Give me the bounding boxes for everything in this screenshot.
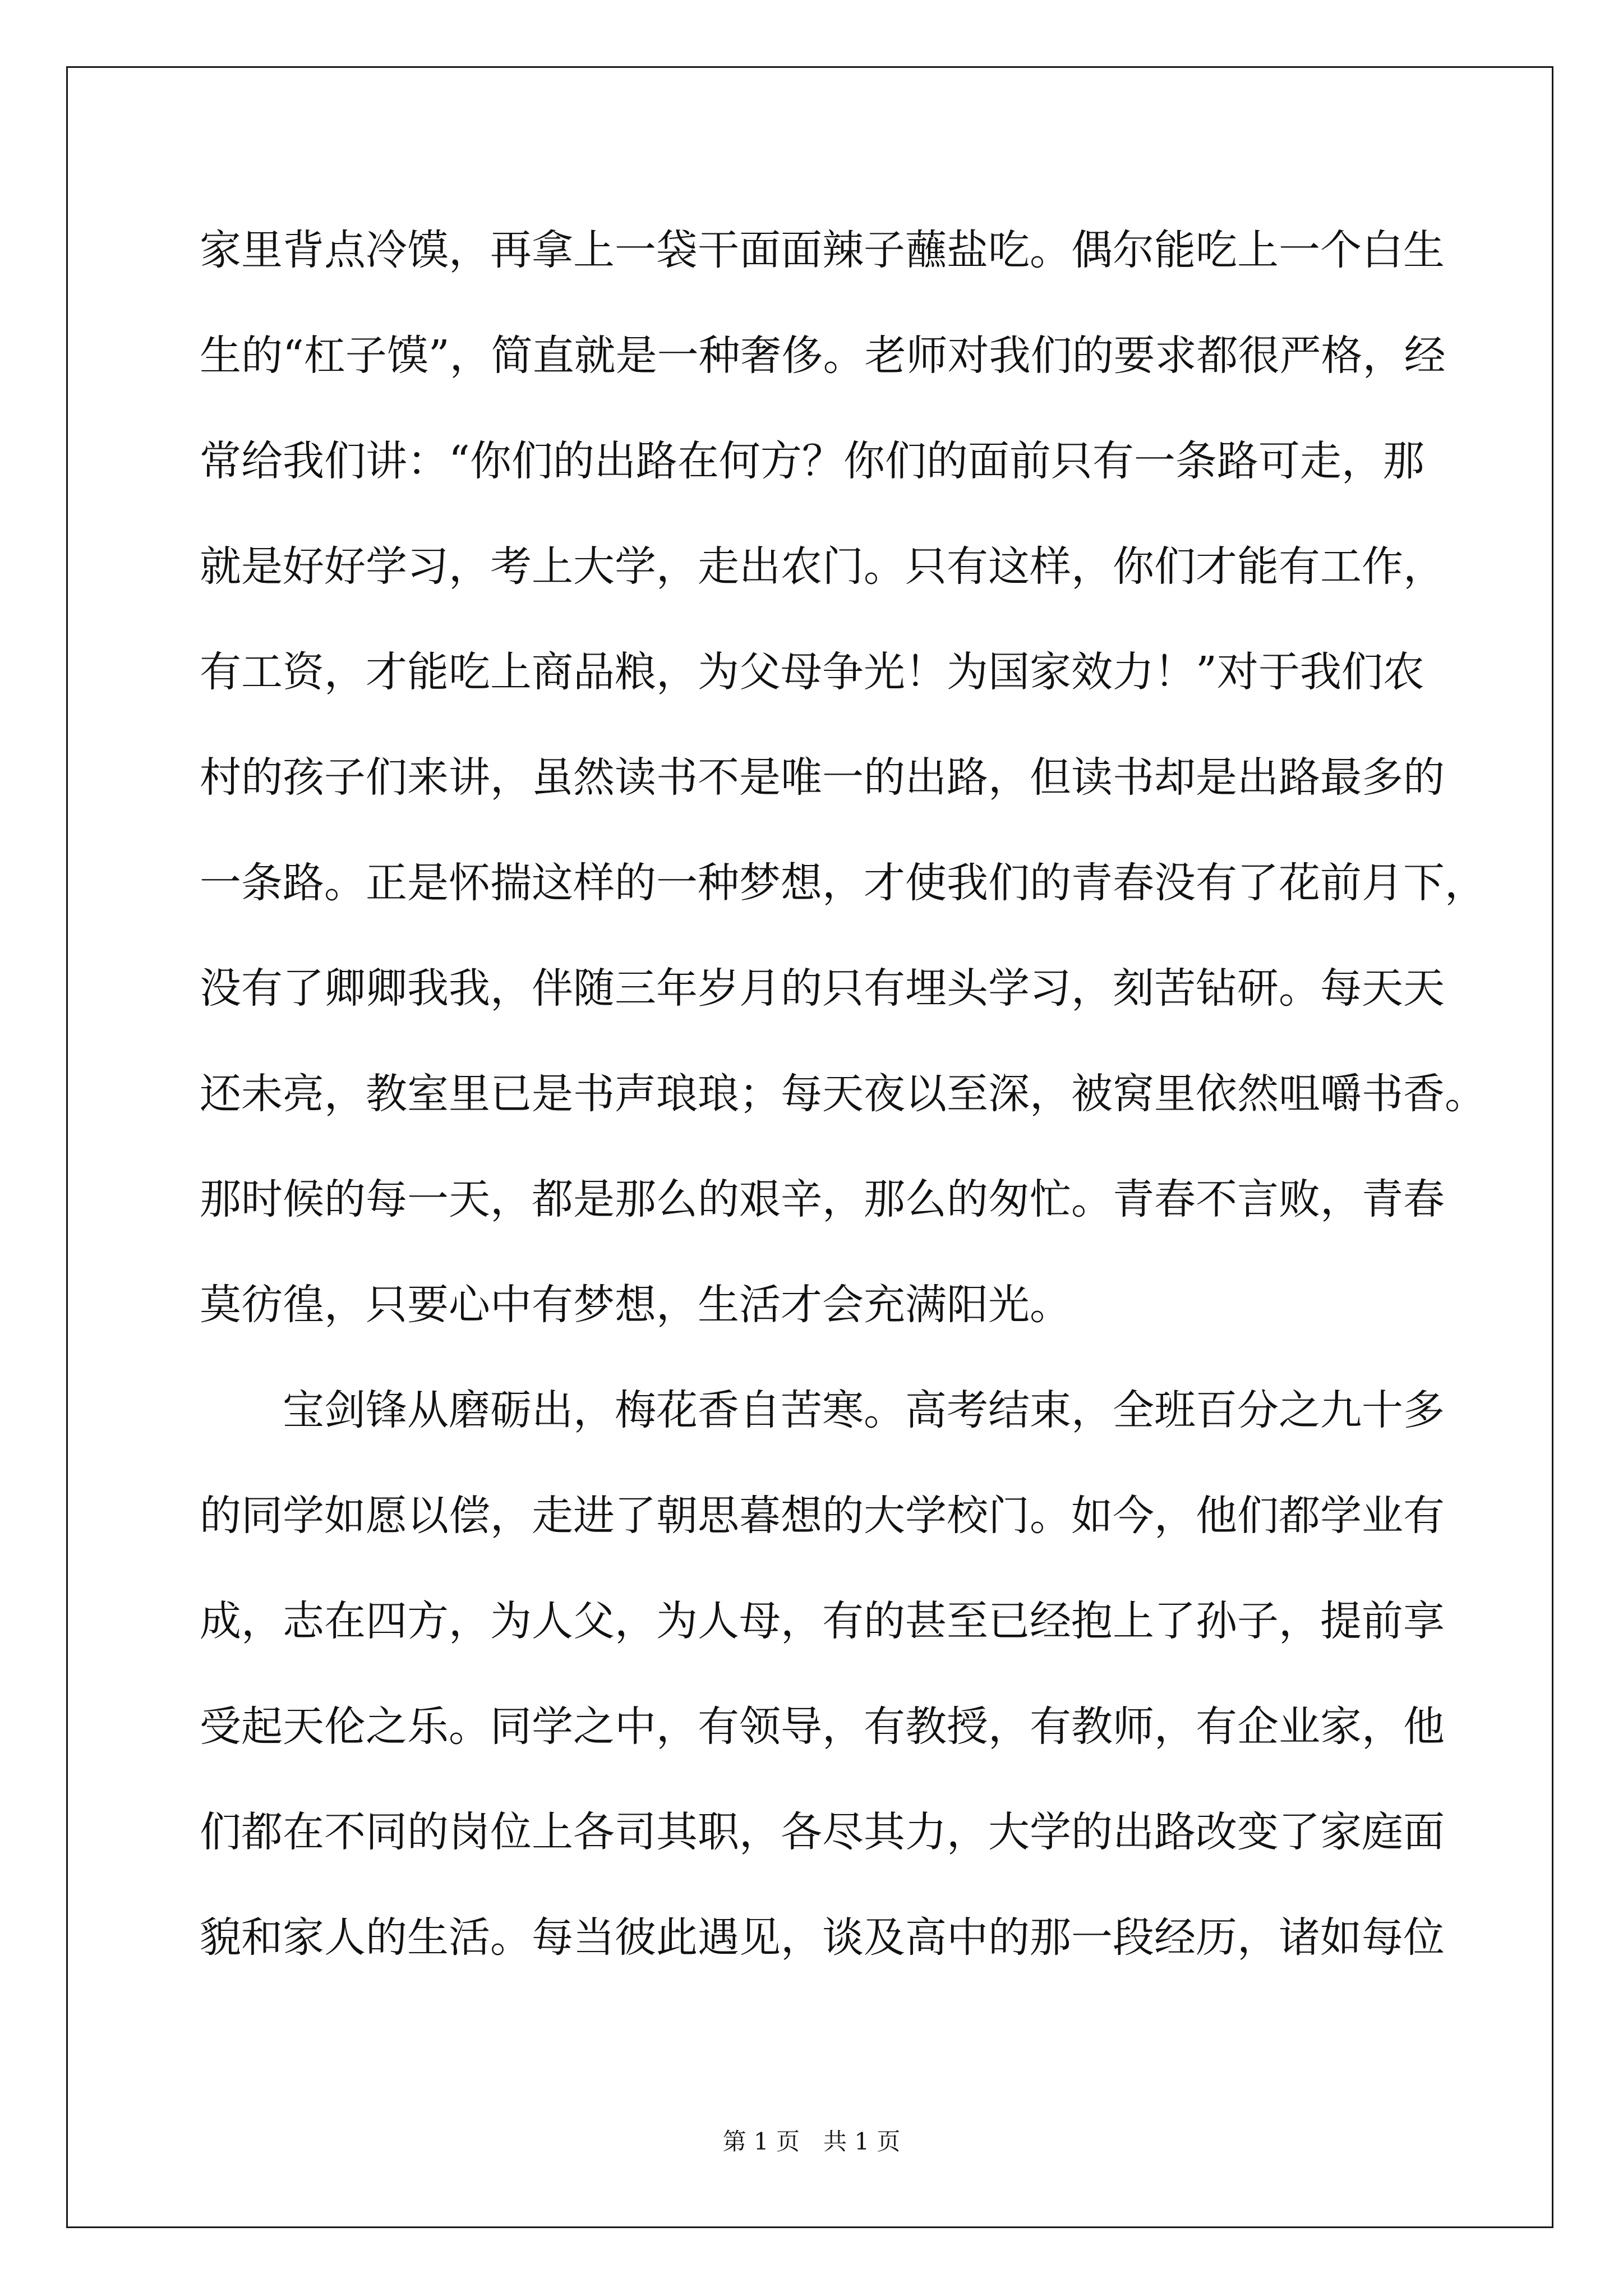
text-line: 村的孩子们来讲，虽然读书不是唯一的出路，但读书却是出路最多的 bbox=[200, 753, 1445, 802]
text-line: 貌和家人的生活。每当彼此遇见，谈及高中的那一段经历，诸如每位 bbox=[200, 1913, 1445, 1962]
text-line: 生的“杠子馍”，简直就是一种奢侈。老师对我们的要求都很严格，经 bbox=[200, 332, 1446, 380]
page-number-footer: 第 1 页 共 1 页 bbox=[722, 2128, 901, 2155]
text-line: 宝剑锋从磨砺出，梅花香自苦寒。高考结束，全班百分之九十多 bbox=[200, 1386, 1445, 1434]
text-line: 受起天伦之乐。同学之中，有领导，有教授，有教师，有企业家，他 bbox=[200, 1703, 1445, 1751]
text-line: 家里背点冷馍，再拿上一袋干面面辣子蘸盐吃。偶尔能吃上一个白生 bbox=[200, 226, 1445, 274]
text-line: 们都在不同的岗位上各司其职，各尽其力，大学的出路改变了家庭面 bbox=[200, 1808, 1445, 1856]
text-line: 成，志在四方，为人父，为人母，有的甚至已经抱上了孙子，提前享 bbox=[200, 1597, 1445, 1645]
text-line: 常给我们讲：“你们的出路在何方？你们的面前只有一条路可走，那 bbox=[200, 437, 1424, 485]
text-line: 有工资，才能吃上商品粮，为父母争光！为国家效力！”对于我们农 bbox=[200, 648, 1424, 696]
text-line: 的同学如愿以偿，走进了朝思暮想的大学校门。如今，他们都学业有 bbox=[200, 1492, 1445, 1540]
document-body bbox=[200, 217, 1486, 2009]
text-line: 还未亮，教室里已是书声琅琅；每天夜以至深，被窝里依然咀嚼书香。 bbox=[200, 1070, 1486, 1118]
text-line: 莫彷徨，只要心中有梦想，生活才会充满阳光。 bbox=[200, 1281, 1071, 1329]
text-line: 那时候的每一天，都是那么的艰辛，那么的匆忙。青春不言败，青春 bbox=[200, 1175, 1445, 1223]
text-line: 没有了卿卿我我，伴随三年岁月的只有埋头学习，刻苦钻研。每天天 bbox=[200, 964, 1445, 1013]
text-line: 就是好好学习，考上大学，走出农门。只有这样，你们才能有工作， bbox=[200, 542, 1445, 591]
text-line: 一条路。正是怀揣这样的一种梦想，才使我们的青春没有了花前月下， bbox=[200, 859, 1486, 907]
